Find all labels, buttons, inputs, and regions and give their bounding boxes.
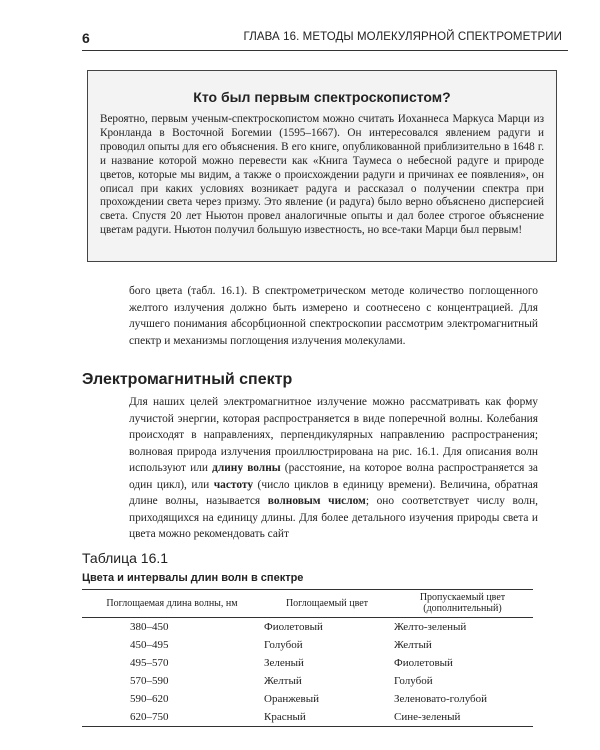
cell-wavelength-range: 495–570: [130, 657, 169, 669]
table-row: [82, 672, 533, 690]
paragraph-text-part: Для наших целей электромагнитное излучение можно рассматривать как форму лучистой энергии, которая распространяется в виде поперечной волны. Колебания происходят в направлениях, перпендикулярных направлению распространения; волновая природа излучения проиллюстрирована на рис. 16.1. Для описания волн используют или: [129, 396, 538, 474]
cell-absorbed-color: Фиолетовый: [264, 621, 323, 633]
cell-absorbed-color: Голубой: [264, 639, 303, 651]
cell-absorbed-color: Оранжевый: [264, 693, 320, 705]
cell-absorbed-color: Желтый: [264, 675, 302, 687]
header-transmitted-color: Пропускаемый цвет (дополнительный): [392, 590, 533, 618]
table-row: [82, 618, 533, 637]
paragraph-text-part: (число циклов в единицу времени). Величина, обратная длине волны, называется: [129, 478, 538, 507]
table-header-row: [82, 590, 533, 618]
cell-transmitted-color: Зеленовато-голубой: [394, 693, 488, 705]
paragraph-text-part: ; оно соответствует числу волн, приходящихся на единицу длины. Для более детального изучения природы света и цвета можно рекомендовать сайт: [129, 495, 539, 540]
table-row: [82, 690, 533, 708]
sidebar-text: Вероятно, первым ученым-спектроскопистом можно считать Иоханнеса Маркуса Марци из Кронланда в Восточной Богемии (1595–1667). Он интересовался явлением радуги и проводил опыты для его объяснения. В его книге, опубликованной приблизительно в 1648 г. и название которой можно перевести как «Книга Таумеса о небесной радуге и природе цветов, которые мы видим, а также о происхождении радуги и причинах ее появления», он описал при каких условиях возникает радуга и рассказал о получении спектра при прохождении света через призму. Это явление (и радуга) было верно объяснено дисперсией света. Спустя 20 лет Ньютон провел аналогичные опыты и дал более строгое объяснение цветам радуги. Ньютон получил большую известность, но все-таки Марци был первым!: [100, 113, 544, 237]
term-frequency: частоту: [213, 478, 254, 491]
table-row: [82, 654, 533, 672]
cell-absorbed-color: Красный: [262, 708, 392, 727]
body-paragraph-1: бого цвета (табл. 16.1). В спектрометрическом методе количество поглощенного желтого излучения должно быть измерено и соотнесено с концентрацией. Для лучшего понимания абсорбционной спектроскопии рассмотрим электромагнитный спектр и механизмы поглощения излучения молекулами.: [129, 285, 538, 347]
term-wavenumber: волновым числом: [267, 495, 366, 507]
header-rule: [82, 50, 568, 51]
term-wavelength: длину волны: [212, 462, 281, 474]
paragraph-text-part: (расстояние, на которое волна распространяется за один цикл), или: [129, 462, 538, 491]
body-paragraph-2: [129, 394, 538, 543]
cell-transmitted-color: Желтый: [394, 639, 432, 651]
cell-absorbed-color: Зеленый: [264, 657, 304, 669]
page-number: 6: [82, 30, 90, 46]
table-row: [82, 636, 533, 654]
cell-wavelength-range: 620–750: [82, 708, 262, 727]
table-title: Цвета и интервалы длин волн в спектре: [82, 572, 304, 584]
cell-wavelength-range: 450–495: [130, 639, 169, 651]
cell-wavelength-range: 590–620: [130, 693, 169, 705]
header-wavelength: Поглощаемая длина волны, нм: [82, 590, 262, 618]
sidebar-box: [87, 70, 557, 262]
cell-transmitted-color: Фиолетовый: [394, 657, 453, 669]
section-heading: Электромагнитный спектр: [82, 371, 293, 388]
sidebar-title: Кто был первым спектроскопистом?: [193, 89, 451, 105]
cell-wavelength-range: 570–590: [130, 675, 169, 687]
table-row: [82, 708, 533, 727]
cell-transmitted-color: Сине-зеленый: [392, 708, 533, 727]
cell-transmitted-color: Желто-зеленый: [394, 621, 467, 633]
cell-transmitted-color: Голубой: [394, 675, 433, 687]
spectrum-table: [82, 589, 533, 727]
cell-wavelength-range: 380–450: [130, 621, 169, 633]
table-label: Таблица 16.1: [82, 550, 169, 566]
running-head: ГЛАВА 16. МЕТОДЫ МОЛЕКУЛЯРНОЙ СПЕКТРОМЕТРИИ: [243, 31, 562, 43]
header-absorbed-color: Поглощаемый цвет: [262, 590, 392, 618]
